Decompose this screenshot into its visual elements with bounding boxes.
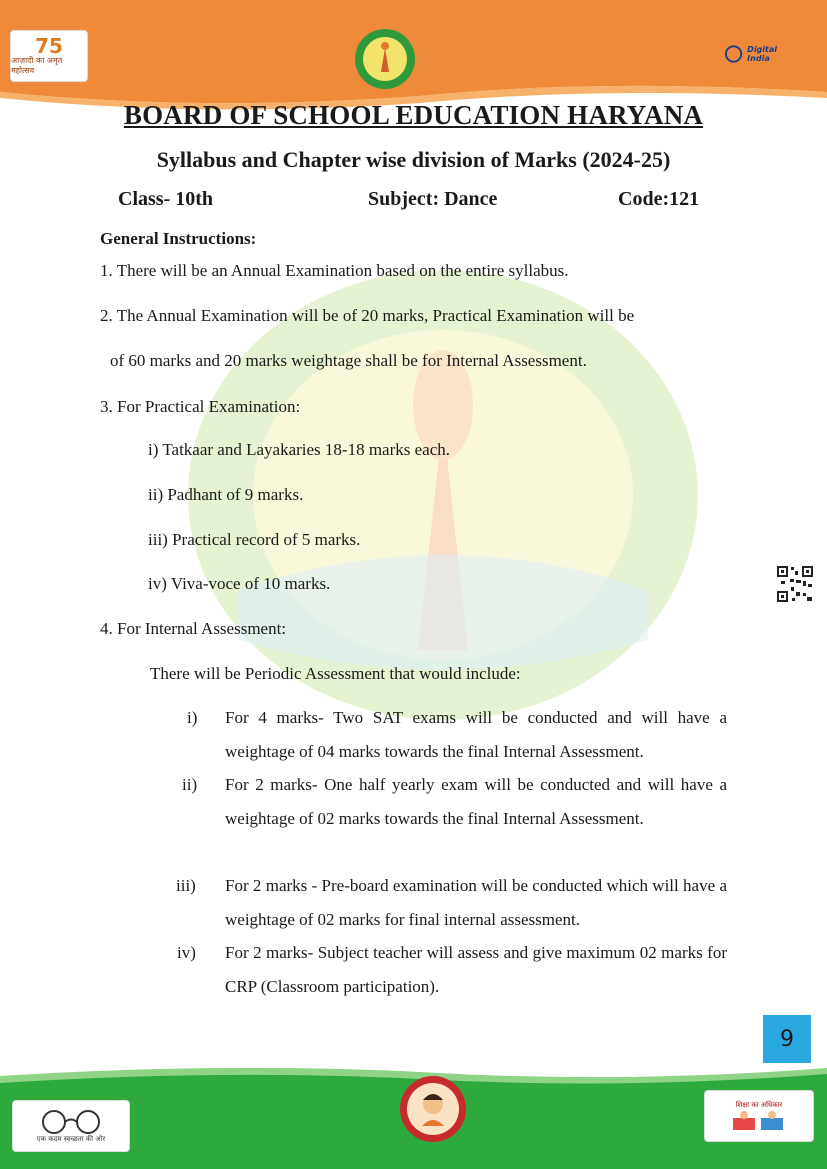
instruction-4: 4. For Internal Assessment: <box>100 619 287 638</box>
instruction-3: 3. For Practical Examination: <box>100 397 301 416</box>
page-title: BOARD OF SCHOOL EDUCATION HARYANA <box>123 100 704 130</box>
internal-item-number: i) <box>187 708 198 727</box>
internal-item-text: For 4 marks- Two SAT exams will be conducted and will have a weightage of 04 marks towards the final Internal Assessment. <box>225 708 727 761</box>
internal-item-text: For 2 marks - Pre-board examination will be conducted which will have a weightage of 02 marks for final internal assessment. <box>225 876 727 929</box>
azadi-ka-amrit-mahotsav-logo: 75 आज़ादी का अमृत महोत्सव <box>10 30 88 82</box>
children-reading-icon <box>729 1110 789 1132</box>
internal-item-number: iv) <box>177 943 196 962</box>
page-number-badge: 9 <box>763 1015 811 1063</box>
practical-item: ii) Padhant of 9 marks. <box>148 485 304 504</box>
instruction-1: 1. There will be an Annual Examination based on the entire syllabus. <box>100 261 569 280</box>
code-label: Code:121 <box>618 188 700 210</box>
subject-label: Subject: Dance <box>368 188 498 210</box>
bseh-emblem-icon <box>354 28 416 90</box>
instruction-2-line-2: of 60 marks and 20 marks weightage shall be for Internal Assessment. <box>110 351 587 370</box>
spectacles-icon <box>36 1109 106 1135</box>
page-subtitle: Syllabus and Chapter wise division of Marks (2024-25) <box>156 147 671 172</box>
shiksha-ka-adhikar-logo: शिक्षा का अधिकार <box>704 1090 814 1142</box>
practical-item: iv) Viva-voce of 10 marks. <box>148 574 331 593</box>
swachh-bharat-logo: एक कदम स्वच्छता की ओर <box>12 1100 130 1152</box>
internal-item-number: iii) <box>176 876 196 895</box>
internal-item-text: For 2 marks- One half yearly exam will be conducted and will have a weightage of 02 marks towards the final Internal Assessment. <box>225 775 727 828</box>
digital-india-logo: Digital India <box>724 36 800 72</box>
periodic-assessment-intro: There will be Periodic Assessment that would include: <box>150 664 521 683</box>
class-label: Class- 10th <box>118 188 214 210</box>
qr-code-icon <box>776 565 814 603</box>
practical-item: i) Tatkaar and Layakaries 18-18 marks each. <box>148 440 450 459</box>
practical-item: iii) Practical record of 5 marks. <box>148 530 361 549</box>
internal-item-number: ii) <box>182 775 198 794</box>
digital-india-icon <box>724 44 743 64</box>
internal-item-text: For 2 marks- Subject teacher will assess and give maximum 02 marks for CRP (Classroom participation). <box>225 943 727 996</box>
general-instructions-heading: General Instructions: <box>100 229 257 248</box>
instruction-2-line-1: 2. The Annual Examination will be of 20 marks, Practical Examination will be <box>100 306 635 325</box>
beti-bachao-logo-icon <box>398 1074 468 1144</box>
